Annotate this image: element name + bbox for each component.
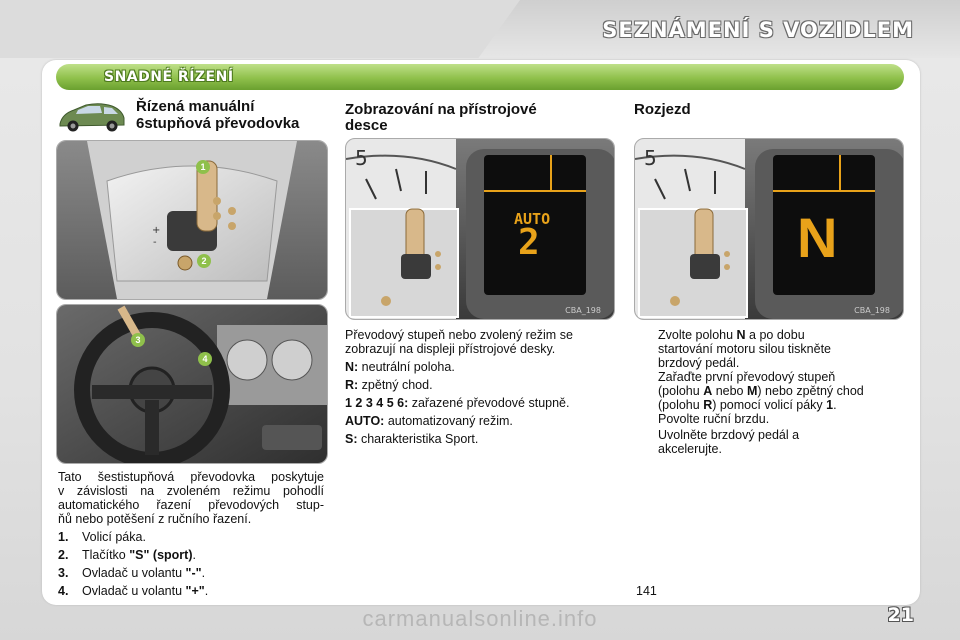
gear-selector-image [56, 140, 328, 300]
gearbox-intro [58, 470, 324, 526]
definition-row: S: charakteristika Sport. [345, 432, 479, 446]
page-reference[interactable]: 141 [636, 584, 657, 598]
intro-line-1: Tato šestistupňová převodovka poskytuje [58, 470, 324, 484]
callout-4: 4 [198, 352, 212, 366]
list-item: 4. Ovladač u volantu "+". [58, 584, 209, 598]
heading-display-line1: Zobrazování na přístrojové [345, 101, 537, 118]
definition-row: 1 2 3 4 5 6: zařazené převodové stupně. [345, 396, 570, 410]
callout-3: 3 [131, 333, 145, 347]
start-step-1: Zvolte polohu N a po dobu startování motoru silou tiskněte brzdový pedál. [658, 328, 831, 370]
svg-text:-: - [153, 237, 157, 248]
heading-start: Rozjezd [634, 101, 691, 118]
intro-line-3: automatického řazení převodových stup- [58, 498, 324, 512]
display-neutral-letter: N [797, 206, 838, 269]
definition-row: N: neutrální poloha. [345, 360, 455, 374]
callout-1: 1 [196, 160, 210, 174]
watermark: carmanualsonline.info [362, 606, 598, 631]
svg-text:+: + [152, 225, 161, 236]
heading-gearbox-line2: 6stupňová převodovka [136, 115, 300, 132]
header-band-cut [0, 0, 520, 58]
start-step-2: Zařaďte první převodový stupeň (polohu A nebo M) nebo zpětný chod (polohu R) pomocí volicí páky 1. [658, 370, 864, 412]
instrument-display-neutral-image [634, 138, 904, 320]
car-icon [56, 100, 128, 134]
list-item: 2. Tlačítko "S" (sport). [58, 548, 196, 562]
heading-gearbox-line1: Řízená manuální [136, 98, 255, 115]
start-step-4: Uvolněte brzdový pedál a akcelerujte. [658, 428, 800, 456]
display-intro [345, 328, 613, 356]
heading-display-line2: desce [345, 117, 388, 134]
page-number: 21 [887, 604, 914, 626]
definition-row: AUTO: automatizovaný režim. [345, 414, 513, 428]
display-intro-line-1: Převodový stupeň nebo zvolený režim se [345, 328, 573, 342]
page-title: SEZNÁMENÍ S VOZIDLEM [602, 18, 914, 42]
list-item: 3. Ovladač u volantu "-". [58, 566, 206, 580]
definition-row: R: zpětný chod. [345, 378, 433, 392]
display-intro-line-2: zobrazují na displeji přístrojové desky. [345, 342, 556, 356]
display-mode-text: AUTO [514, 210, 551, 228]
section-title: SNADNÉ ŘÍZENÍ [104, 69, 234, 85]
list-item: 1. Volicí páka. [58, 530, 146, 544]
callout-2: 2 [197, 254, 211, 268]
gauge-number: 5 [644, 146, 657, 170]
intro-line-2: v závislosti na zvoleném režimu pohodlí [58, 484, 324, 498]
instrument-display-auto-image [345, 138, 615, 320]
gauge-number: 5 [355, 146, 368, 170]
steering-wheel-image [56, 304, 328, 464]
intro-line-4: ňů nebo potěšení z ručního řazení. [58, 512, 252, 526]
start-step-3: Povolte ruční brzdu. [658, 412, 770, 426]
display-gear-digit: 2 [518, 222, 540, 263]
image-code-2: CBA_198 [565, 306, 601, 315]
image-code-3: CBA_198 [854, 306, 890, 315]
